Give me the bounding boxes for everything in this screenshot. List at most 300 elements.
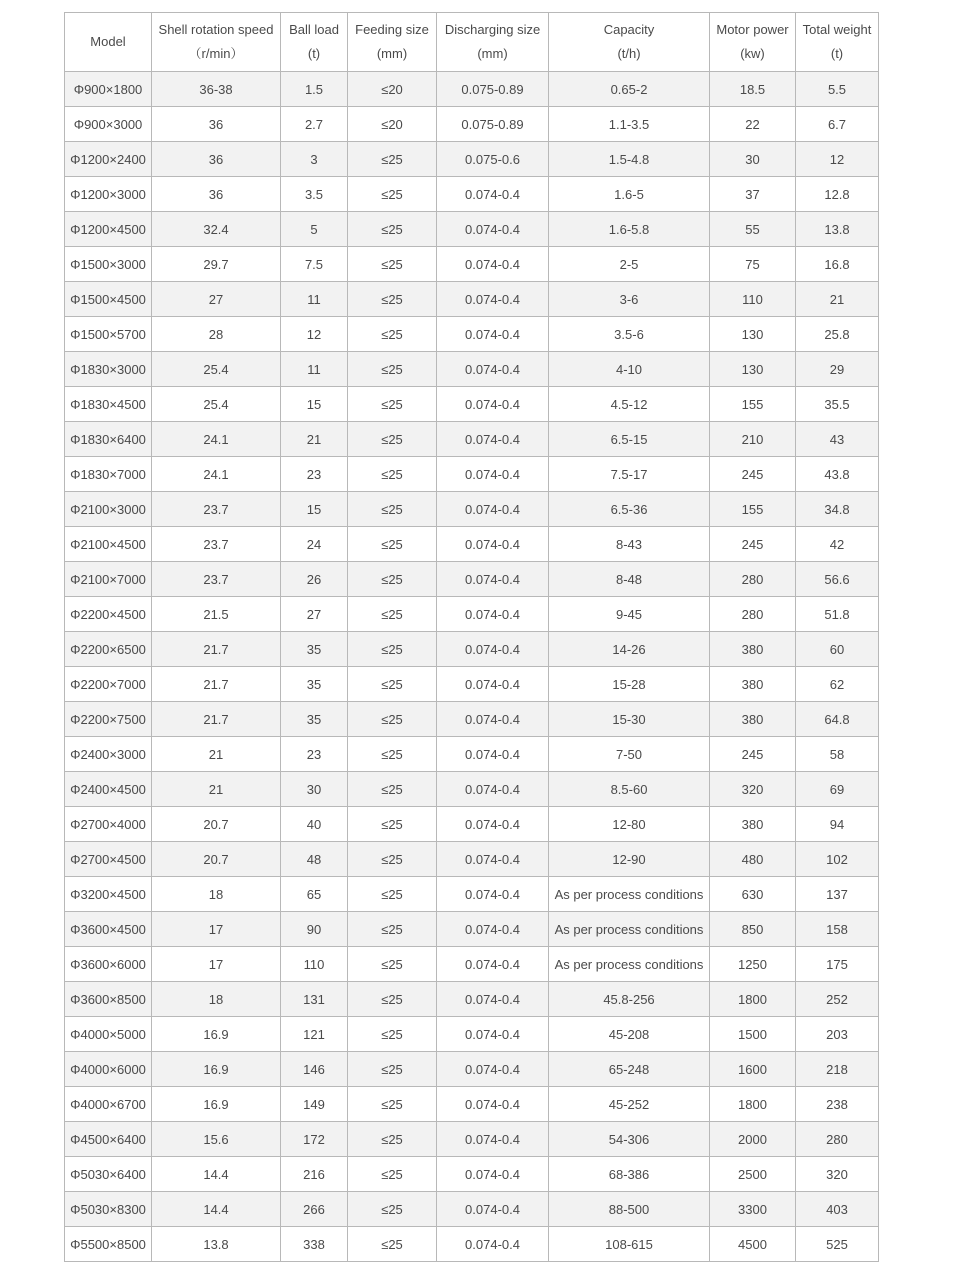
table-row	[65, 317, 879, 352]
cell-ball-load: 90	[281, 912, 348, 947]
cell-model: Φ2200×7500	[65, 702, 152, 737]
cell-discharging-size: 0.075-0.89	[437, 107, 549, 142]
cell-shell-rotation-speed: 21.7	[152, 632, 281, 667]
cell-model: Φ2200×6500	[65, 632, 152, 667]
cell-motor-power: 2000	[710, 1122, 796, 1157]
cell-motor-power: 30	[710, 142, 796, 177]
cell-motor-power: 3300	[710, 1192, 796, 1227]
cell-motor-power: 245	[710, 527, 796, 562]
cell-ball-load: 27	[281, 597, 348, 632]
table-row	[65, 282, 879, 317]
cell-ball-load: 7.5	[281, 247, 348, 282]
cell-feeding-size: ≤25	[348, 632, 437, 667]
cell-feeding-size: ≤25	[348, 1122, 437, 1157]
table-header-row	[65, 13, 879, 72]
cell-capacity: 45.8-256	[549, 982, 710, 1017]
cell-ball-load: 23	[281, 457, 348, 492]
specification-table	[64, 12, 879, 1262]
cell-motor-power: 380	[710, 667, 796, 702]
header-shell-rotation-speed: Shell rotation speed （r/min）	[152, 13, 281, 72]
cell-shell-rotation-speed: 29.7	[152, 247, 281, 282]
cell-total-weight: 218	[796, 1052, 879, 1087]
cell-total-weight: 252	[796, 982, 879, 1017]
cell-shell-rotation-speed: 23.7	[152, 562, 281, 597]
cell-discharging-size: 0.074-0.4	[437, 247, 549, 282]
cell-capacity: 4.5-12	[549, 387, 710, 422]
cell-feeding-size: ≤25	[348, 1087, 437, 1122]
cell-total-weight: 320	[796, 1157, 879, 1192]
cell-total-weight: 12.8	[796, 177, 879, 212]
cell-discharging-size: 0.074-0.4	[437, 597, 549, 632]
cell-capacity: 12-90	[549, 842, 710, 877]
cell-motor-power: 630	[710, 877, 796, 912]
cell-capacity: 15-28	[549, 667, 710, 702]
cell-shell-rotation-speed: 24.1	[152, 422, 281, 457]
cell-discharging-size: 0.074-0.4	[437, 1122, 549, 1157]
table-row	[65, 1017, 879, 1052]
cell-feeding-size: ≤25	[348, 387, 437, 422]
cell-motor-power: 1800	[710, 982, 796, 1017]
cell-feeding-size: ≤25	[348, 982, 437, 1017]
cell-capacity: 4-10	[549, 352, 710, 387]
header-model: Model	[65, 13, 152, 72]
cell-shell-rotation-speed: 16.9	[152, 1017, 281, 1052]
cell-total-weight: 34.8	[796, 492, 879, 527]
cell-capacity: As per process conditions	[549, 912, 710, 947]
cell-ball-load: 24	[281, 527, 348, 562]
cell-shell-rotation-speed: 21.5	[152, 597, 281, 632]
table-row	[65, 142, 879, 177]
cell-model: Φ1200×3000	[65, 177, 152, 212]
cell-feeding-size: ≤25	[348, 282, 437, 317]
cell-discharging-size: 0.074-0.4	[437, 177, 549, 212]
cell-total-weight: 43	[796, 422, 879, 457]
cell-feeding-size: ≤25	[348, 877, 437, 912]
header-feeding-size: Feeding size (mm)	[348, 13, 437, 72]
cell-feeding-size: ≤25	[348, 737, 437, 772]
cell-shell-rotation-speed: 21.7	[152, 702, 281, 737]
cell-discharging-size: 0.074-0.4	[437, 492, 549, 527]
cell-feeding-size: ≤25	[348, 527, 437, 562]
cell-capacity: 8-43	[549, 527, 710, 562]
cell-ball-load: 35	[281, 632, 348, 667]
cell-total-weight: 94	[796, 807, 879, 842]
cell-discharging-size: 0.074-0.4	[437, 702, 549, 737]
cell-shell-rotation-speed: 24.1	[152, 457, 281, 492]
cell-ball-load: 149	[281, 1087, 348, 1122]
table-row	[65, 352, 879, 387]
cell-discharging-size: 0.074-0.4	[437, 457, 549, 492]
cell-feeding-size: ≤20	[348, 107, 437, 142]
cell-ball-load: 338	[281, 1227, 348, 1262]
cell-motor-power: 480	[710, 842, 796, 877]
cell-motor-power: 4500	[710, 1227, 796, 1262]
cell-total-weight: 175	[796, 947, 879, 982]
cell-capacity: As per process conditions	[549, 877, 710, 912]
cell-shell-rotation-speed: 14.4	[152, 1192, 281, 1227]
cell-total-weight: 525	[796, 1227, 879, 1262]
cell-capacity: 14-26	[549, 632, 710, 667]
cell-capacity: 2-5	[549, 247, 710, 282]
cell-total-weight: 62	[796, 667, 879, 702]
cell-model: Φ2100×3000	[65, 492, 152, 527]
cell-ball-load: 131	[281, 982, 348, 1017]
cell-total-weight: 51.8	[796, 597, 879, 632]
cell-shell-rotation-speed: 20.7	[152, 842, 281, 877]
cell-model: Φ5030×8300	[65, 1192, 152, 1227]
cell-ball-load: 266	[281, 1192, 348, 1227]
cell-shell-rotation-speed: 23.7	[152, 527, 281, 562]
cell-discharging-size: 0.074-0.4	[437, 667, 549, 702]
cell-discharging-size: 0.074-0.4	[437, 807, 549, 842]
cell-shell-rotation-speed: 32.4	[152, 212, 281, 247]
cell-motor-power: 37	[710, 177, 796, 212]
cell-shell-rotation-speed: 28	[152, 317, 281, 352]
cell-discharging-size: 0.074-0.4	[437, 1157, 549, 1192]
cell-discharging-size: 0.074-0.4	[437, 772, 549, 807]
cell-ball-load: 15	[281, 492, 348, 527]
cell-motor-power: 1500	[710, 1017, 796, 1052]
cell-discharging-size: 0.074-0.4	[437, 1087, 549, 1122]
table-row	[65, 667, 879, 702]
cell-total-weight: 203	[796, 1017, 879, 1052]
cell-ball-load: 65	[281, 877, 348, 912]
cell-model: Φ1830×6400	[65, 422, 152, 457]
cell-total-weight: 29	[796, 352, 879, 387]
cell-capacity: 88-500	[549, 1192, 710, 1227]
cell-feeding-size: ≤25	[348, 1052, 437, 1087]
cell-capacity: 15-30	[549, 702, 710, 737]
cell-total-weight: 35.5	[796, 387, 879, 422]
cell-capacity: 0.65-2	[549, 72, 710, 107]
cell-model: Φ2400×4500	[65, 772, 152, 807]
cell-total-weight: 64.8	[796, 702, 879, 737]
cell-total-weight: 158	[796, 912, 879, 947]
cell-feeding-size: ≤25	[348, 317, 437, 352]
cell-motor-power: 130	[710, 317, 796, 352]
table-row	[65, 247, 879, 282]
cell-motor-power: 1250	[710, 947, 796, 982]
cell-model: Φ1500×4500	[65, 282, 152, 317]
cell-total-weight: 238	[796, 1087, 879, 1122]
table-row	[65, 737, 879, 772]
table-row	[65, 842, 879, 877]
cell-discharging-size: 0.074-0.4	[437, 842, 549, 877]
cell-capacity: 8-48	[549, 562, 710, 597]
cell-motor-power: 22	[710, 107, 796, 142]
cell-capacity: 9-45	[549, 597, 710, 632]
cell-capacity: 1.6-5.8	[549, 212, 710, 247]
cell-shell-rotation-speed: 18	[152, 982, 281, 1017]
cell-capacity: 12-80	[549, 807, 710, 842]
cell-discharging-size: 0.074-0.4	[437, 1192, 549, 1227]
cell-motor-power: 850	[710, 912, 796, 947]
cell-model: Φ2200×7000	[65, 667, 152, 702]
cell-ball-load: 30	[281, 772, 348, 807]
cell-discharging-size: 0.074-0.4	[437, 317, 549, 352]
cell-capacity: 3-6	[549, 282, 710, 317]
cell-motor-power: 280	[710, 597, 796, 632]
table-row	[65, 597, 879, 632]
cell-total-weight: 25.8	[796, 317, 879, 352]
cell-model: Φ2700×4000	[65, 807, 152, 842]
cell-shell-rotation-speed: 36	[152, 177, 281, 212]
cell-model: Φ900×1800	[65, 72, 152, 107]
table-row	[65, 422, 879, 457]
cell-ball-load: 26	[281, 562, 348, 597]
cell-shell-rotation-speed: 23.7	[152, 492, 281, 527]
cell-total-weight: 403	[796, 1192, 879, 1227]
cell-model: Φ1830×7000	[65, 457, 152, 492]
cell-motor-power: 245	[710, 737, 796, 772]
cell-model: Φ2400×3000	[65, 737, 152, 772]
cell-feeding-size: ≤25	[348, 1192, 437, 1227]
cell-motor-power: 155	[710, 387, 796, 422]
table-row	[65, 1087, 879, 1122]
table-row	[65, 1227, 879, 1262]
cell-capacity: 45-208	[549, 1017, 710, 1052]
table-row	[65, 807, 879, 842]
cell-motor-power: 280	[710, 562, 796, 597]
cell-motor-power: 155	[710, 492, 796, 527]
cell-feeding-size: ≤20	[348, 72, 437, 107]
cell-capacity: As per process conditions	[549, 947, 710, 982]
cell-discharging-size: 0.074-0.4	[437, 1227, 549, 1262]
cell-ball-load: 5	[281, 212, 348, 247]
cell-total-weight: 21	[796, 282, 879, 317]
cell-model: Φ4000×6000	[65, 1052, 152, 1087]
cell-feeding-size: ≤25	[348, 1157, 437, 1192]
cell-feeding-size: ≤25	[348, 667, 437, 702]
table-row	[65, 1052, 879, 1087]
cell-shell-rotation-speed: 36	[152, 107, 281, 142]
cell-capacity: 7-50	[549, 737, 710, 772]
cell-model: Φ4000×5000	[65, 1017, 152, 1052]
cell-shell-rotation-speed: 17	[152, 947, 281, 982]
cell-model: Φ1500×3000	[65, 247, 152, 282]
table-row	[65, 212, 879, 247]
cell-shell-rotation-speed: 13.8	[152, 1227, 281, 1262]
cell-discharging-size: 0.074-0.4	[437, 352, 549, 387]
cell-discharging-size: 0.074-0.4	[437, 212, 549, 247]
cell-feeding-size: ≤25	[348, 177, 437, 212]
cell-model: Φ5500×8500	[65, 1227, 152, 1262]
cell-total-weight: 43.8	[796, 457, 879, 492]
cell-feeding-size: ≤25	[348, 562, 437, 597]
cell-motor-power: 130	[710, 352, 796, 387]
table-row	[65, 632, 879, 667]
cell-shell-rotation-speed: 25.4	[152, 352, 281, 387]
cell-discharging-size: 0.074-0.4	[437, 1017, 549, 1052]
cell-ball-load: 172	[281, 1122, 348, 1157]
cell-ball-load: 35	[281, 667, 348, 702]
table-row	[65, 982, 879, 1017]
cell-total-weight: 56.6	[796, 562, 879, 597]
cell-total-weight: 280	[796, 1122, 879, 1157]
cell-capacity: 6.5-36	[549, 492, 710, 527]
table-row	[65, 387, 879, 422]
cell-shell-rotation-speed: 36-38	[152, 72, 281, 107]
cell-capacity: 1.6-5	[549, 177, 710, 212]
cell-motor-power: 1800	[710, 1087, 796, 1122]
cell-discharging-size: 0.074-0.4	[437, 1052, 549, 1087]
cell-motor-power: 380	[710, 807, 796, 842]
cell-capacity: 6.5-15	[549, 422, 710, 457]
table-row	[65, 912, 879, 947]
cell-motor-power: 320	[710, 772, 796, 807]
cell-motor-power: 210	[710, 422, 796, 457]
cell-shell-rotation-speed: 18	[152, 877, 281, 912]
cell-motor-power: 55	[710, 212, 796, 247]
cell-motor-power: 245	[710, 457, 796, 492]
cell-total-weight: 69	[796, 772, 879, 807]
cell-total-weight: 137	[796, 877, 879, 912]
cell-feeding-size: ≤25	[348, 422, 437, 457]
cell-discharging-size: 0.074-0.4	[437, 562, 549, 597]
cell-ball-load: 11	[281, 282, 348, 317]
header-discharging-size: Discharging size (mm)	[437, 13, 549, 72]
cell-ball-load: 40	[281, 807, 348, 842]
cell-capacity: 65-248	[549, 1052, 710, 1087]
cell-ball-load: 48	[281, 842, 348, 877]
cell-model: Φ900×3000	[65, 107, 152, 142]
cell-ball-load: 11	[281, 352, 348, 387]
cell-capacity: 1.1-3.5	[549, 107, 710, 142]
cell-ball-load: 12	[281, 317, 348, 352]
cell-feeding-size: ≤25	[348, 247, 437, 282]
table-row	[65, 107, 879, 142]
table-row	[65, 1157, 879, 1192]
cell-model: Φ1830×3000	[65, 352, 152, 387]
cell-ball-load: 110	[281, 947, 348, 982]
table-row	[65, 72, 879, 107]
cell-ball-load: 21	[281, 422, 348, 457]
cell-model: Φ1830×4500	[65, 387, 152, 422]
cell-feeding-size: ≤25	[348, 1227, 437, 1262]
cell-ball-load: 121	[281, 1017, 348, 1052]
cell-discharging-size: 0.074-0.4	[437, 947, 549, 982]
header-total-weight: Total weight (t)	[796, 13, 879, 72]
cell-model: Φ4000×6700	[65, 1087, 152, 1122]
cell-feeding-size: ≤25	[348, 352, 437, 387]
cell-total-weight: 5.5	[796, 72, 879, 107]
cell-discharging-size: 0.074-0.4	[437, 527, 549, 562]
cell-shell-rotation-speed: 25.4	[152, 387, 281, 422]
cell-ball-load: 15	[281, 387, 348, 422]
cell-motor-power: 380	[710, 702, 796, 737]
cell-capacity: 7.5-17	[549, 457, 710, 492]
cell-shell-rotation-speed: 16.9	[152, 1052, 281, 1087]
cell-motor-power: 380	[710, 632, 796, 667]
table-row	[65, 177, 879, 212]
cell-discharging-size: 0.074-0.4	[437, 912, 549, 947]
table-row	[65, 457, 879, 492]
cell-feeding-size: ≤25	[348, 772, 437, 807]
cell-total-weight: 60	[796, 632, 879, 667]
cell-discharging-size: 0.075-0.89	[437, 72, 549, 107]
cell-discharging-size: 0.074-0.4	[437, 387, 549, 422]
cell-feeding-size: ≤25	[348, 1017, 437, 1052]
cell-feeding-size: ≤25	[348, 212, 437, 247]
cell-motor-power: 18.5	[710, 72, 796, 107]
cell-feeding-size: ≤25	[348, 842, 437, 877]
cell-model: Φ3600×4500	[65, 912, 152, 947]
cell-total-weight: 42	[796, 527, 879, 562]
cell-total-weight: 6.7	[796, 107, 879, 142]
cell-model: Φ2100×4500	[65, 527, 152, 562]
cell-feeding-size: ≤25	[348, 492, 437, 527]
table-row	[65, 492, 879, 527]
cell-shell-rotation-speed: 21	[152, 772, 281, 807]
cell-feeding-size: ≤25	[348, 702, 437, 737]
cell-total-weight: 12	[796, 142, 879, 177]
cell-capacity: 68-386	[549, 1157, 710, 1192]
cell-feeding-size: ≤25	[348, 597, 437, 632]
table-row	[65, 1192, 879, 1227]
cell-model: Φ2100×7000	[65, 562, 152, 597]
header-ball-load: Ball load (t)	[281, 13, 348, 72]
cell-model: Φ3600×6000	[65, 947, 152, 982]
table-row	[65, 772, 879, 807]
cell-ball-load: 35	[281, 702, 348, 737]
cell-feeding-size: ≤25	[348, 807, 437, 842]
cell-shell-rotation-speed: 14.4	[152, 1157, 281, 1192]
cell-capacity: 1.5-4.8	[549, 142, 710, 177]
cell-discharging-size: 0.074-0.4	[437, 282, 549, 317]
cell-discharging-size: 0.074-0.4	[437, 422, 549, 457]
cell-model: Φ1200×2400	[65, 142, 152, 177]
cell-capacity: 3.5-6	[549, 317, 710, 352]
cell-capacity: 8.5-60	[549, 772, 710, 807]
cell-model: Φ5030×6400	[65, 1157, 152, 1192]
cell-motor-power: 110	[710, 282, 796, 317]
cell-model: Φ3200×4500	[65, 877, 152, 912]
cell-capacity: 54-306	[549, 1122, 710, 1157]
table-row	[65, 1122, 879, 1157]
cell-shell-rotation-speed: 21.7	[152, 667, 281, 702]
cell-model: Φ3600×8500	[65, 982, 152, 1017]
cell-shell-rotation-speed: 36	[152, 142, 281, 177]
cell-discharging-size: 0.074-0.4	[437, 982, 549, 1017]
cell-ball-load: 2.7	[281, 107, 348, 142]
table-row	[65, 562, 879, 597]
cell-ball-load: 216	[281, 1157, 348, 1192]
cell-discharging-size: 0.074-0.4	[437, 877, 549, 912]
cell-motor-power: 75	[710, 247, 796, 282]
cell-feeding-size: ≤25	[348, 912, 437, 947]
header-motor-power: Motor power (kw)	[710, 13, 796, 72]
table-row	[65, 877, 879, 912]
cell-total-weight: 58	[796, 737, 879, 772]
table-body	[65, 72, 879, 1262]
cell-feeding-size: ≤25	[348, 457, 437, 492]
header-capacity: Capacity (t/h)	[549, 13, 710, 72]
cell-ball-load: 3	[281, 142, 348, 177]
cell-discharging-size: 0.074-0.4	[437, 737, 549, 772]
cell-ball-load: 1.5	[281, 72, 348, 107]
cell-feeding-size: ≤25	[348, 142, 437, 177]
table-row	[65, 702, 879, 737]
cell-shell-rotation-speed: 20.7	[152, 807, 281, 842]
cell-capacity: 108-615	[549, 1227, 710, 1262]
cell-ball-load: 146	[281, 1052, 348, 1087]
cell-model: Φ2700×4500	[65, 842, 152, 877]
cell-shell-rotation-speed: 21	[152, 737, 281, 772]
cell-motor-power: 1600	[710, 1052, 796, 1087]
cell-ball-load: 3.5	[281, 177, 348, 212]
table-row	[65, 947, 879, 982]
cell-total-weight: 13.8	[796, 212, 879, 247]
